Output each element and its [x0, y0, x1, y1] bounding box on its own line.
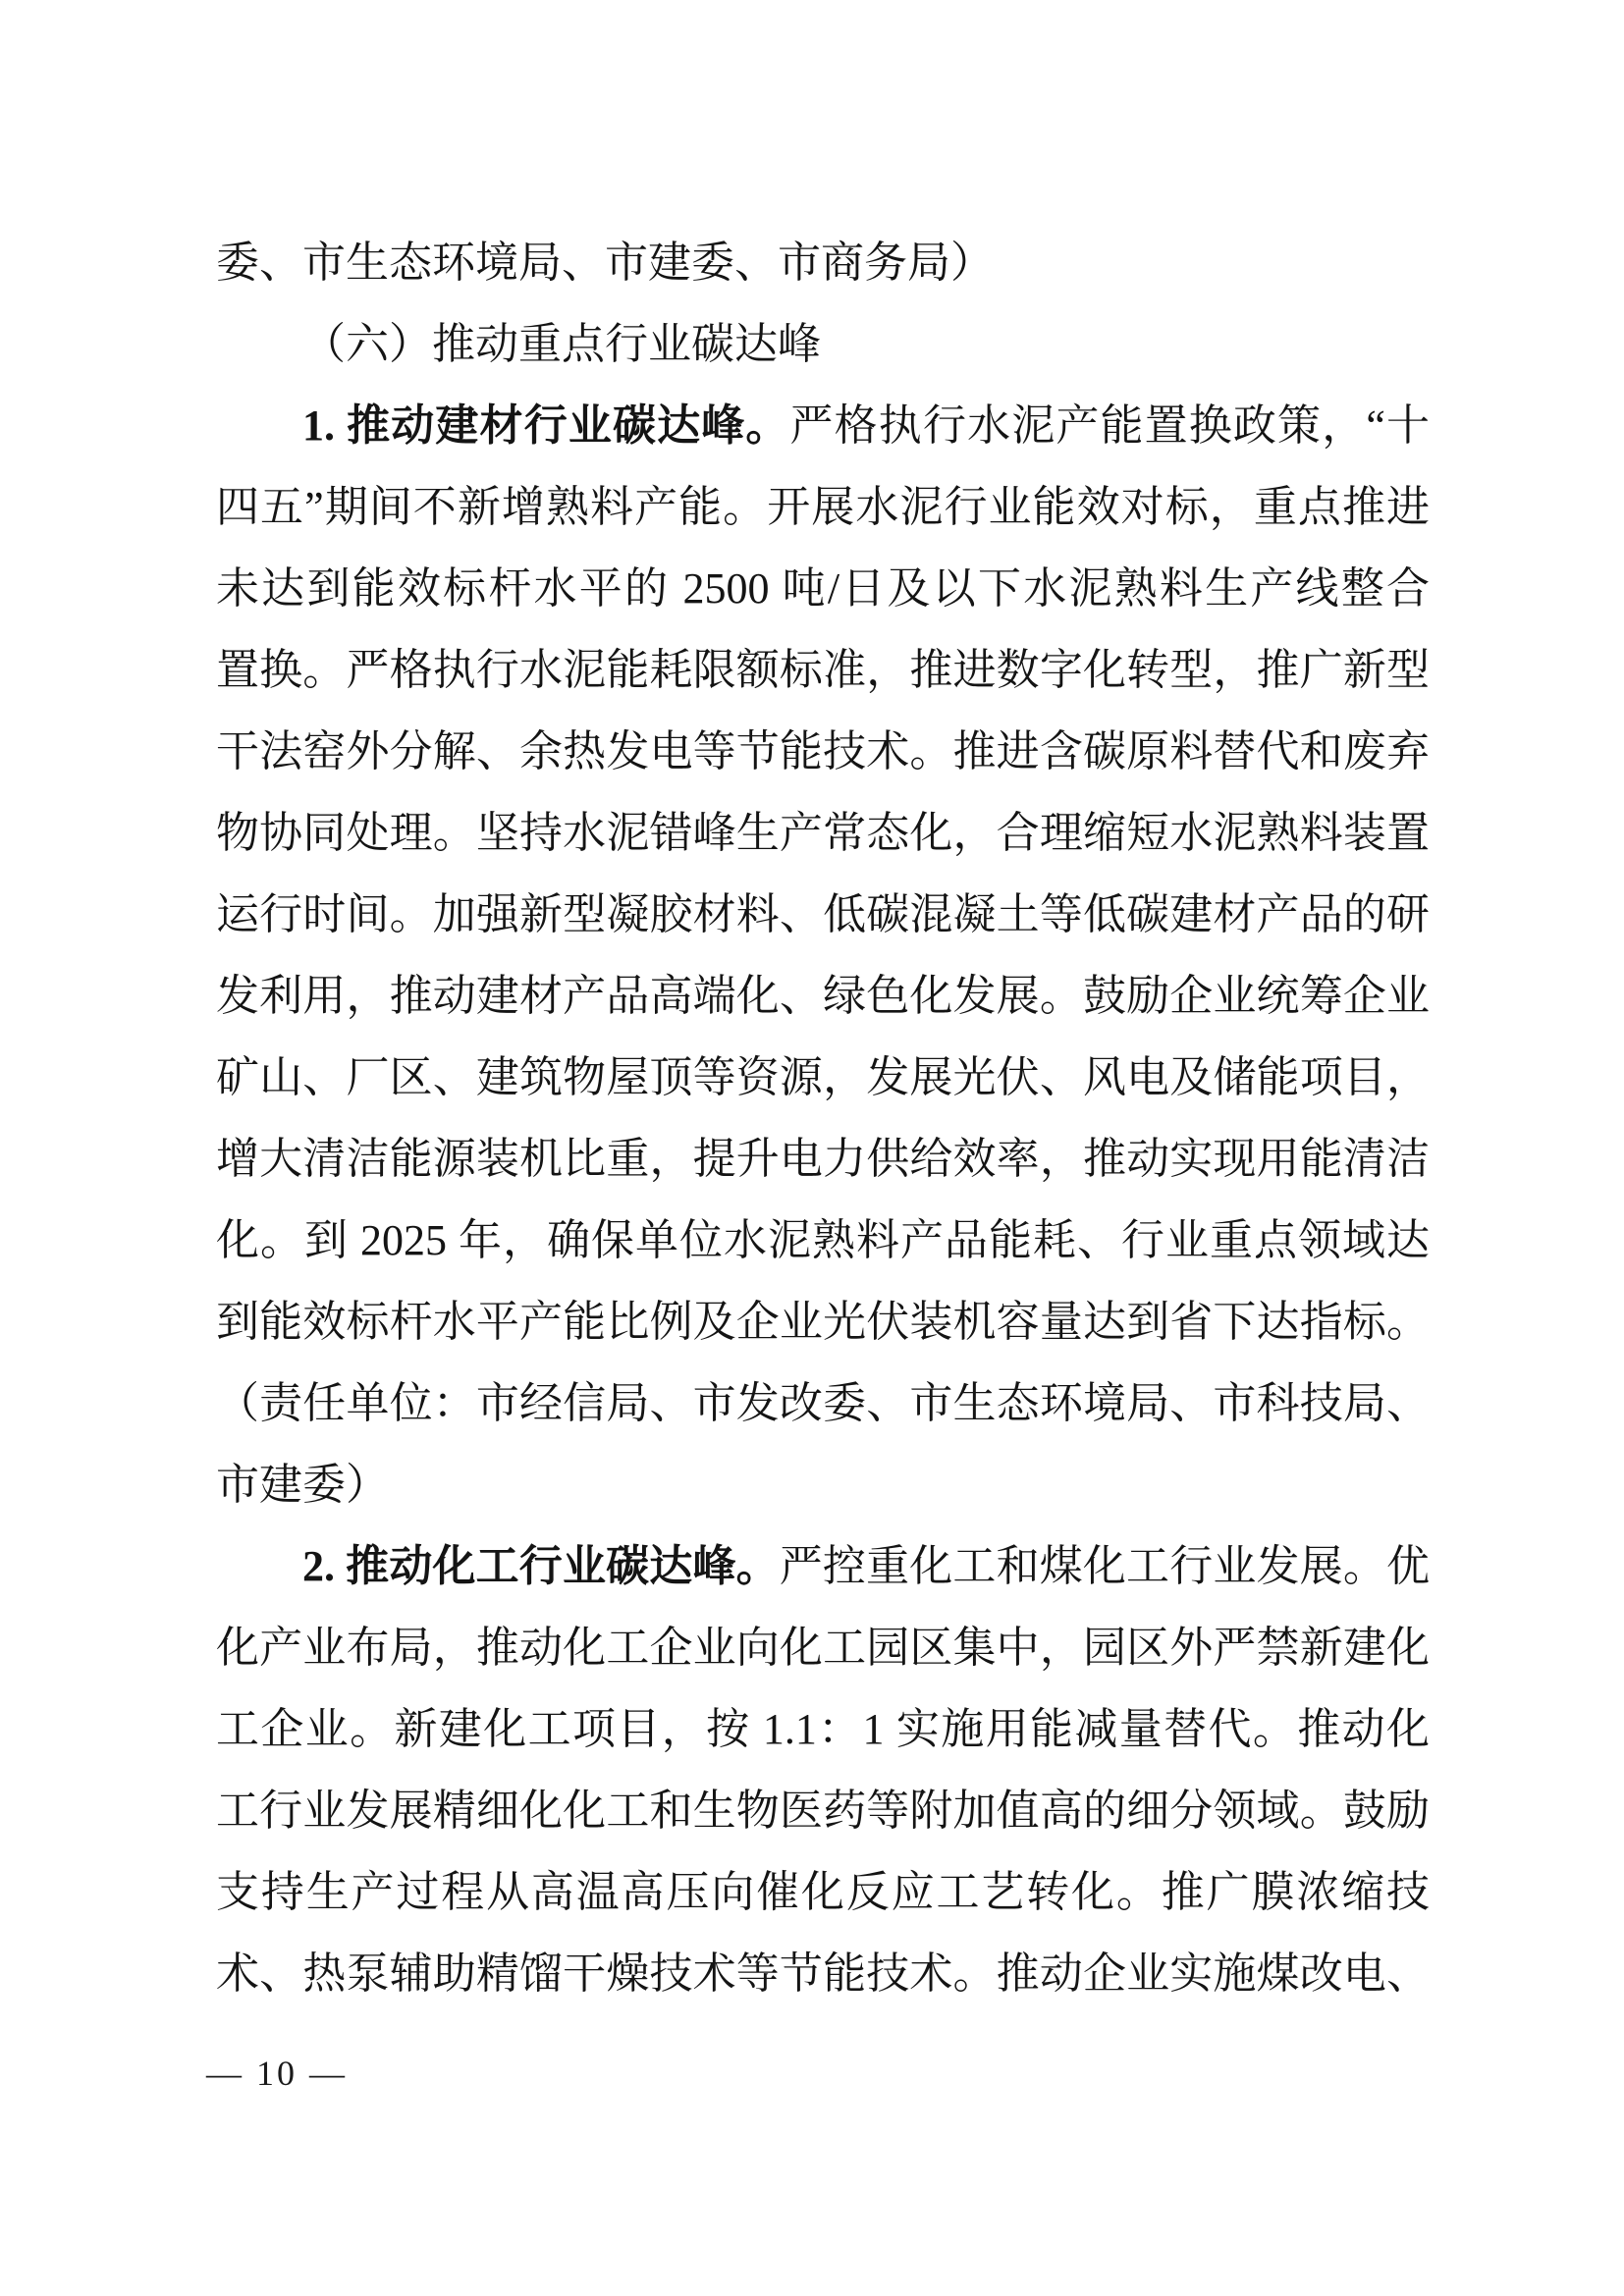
line-text: 化。到 2025 年，确保单位水泥熟料产品能耗、行业重点领域达: [216, 1216, 1430, 1264]
line-text: 化产业布局，推动化工企业向化工园区集中，园区外严禁新建化: [216, 1624, 1430, 1672]
line-text: （责任单位：市经信局、市发改委、市生态环境局、市科技局、: [216, 1379, 1430, 1427]
paragraph-lead-line: [216, 385, 1430, 466]
line-text: 四五”期间不新增熟料产能。开展水泥行业能效对标，重点推进: [216, 483, 1430, 531]
text-line: [216, 548, 1430, 629]
text-line: [216, 1037, 1430, 1118]
text-line: [216, 1200, 1430, 1281]
text-line: [216, 1770, 1430, 1851]
line-text: 工行业发展精细化化工和生物医药等附加值高的细分领域。鼓励: [216, 1787, 1430, 1835]
line-text: 术、热泵辅助精馏干燥技术等节能技术。推动企业实施煤改电、: [216, 1949, 1430, 1998]
text-line: [216, 1933, 1430, 2014]
line-text: 委、市生态环境局、市建委、市商务局）: [216, 239, 994, 287]
line-text: 运行时间。加强新型凝胶材料、低碳混凝土等低碳建材产品的研: [216, 890, 1430, 938]
clause-heading: 2. 推动化工行业碳达峰。: [302, 1542, 780, 1590]
document-body: [216, 222, 1430, 2014]
text-line: [216, 1281, 1430, 1362]
text-line: [216, 222, 1430, 303]
text-line: [216, 792, 1430, 874]
line-text: 严格执行水泥产能置换政策，“十: [789, 401, 1431, 450]
line-text: 支持生产过程从高温高压向催化反应工艺转化。推广膜浓缩技: [216, 1868, 1430, 1916]
line-text: 干法窑外分解、余热发电等节能技术。推进含碳原料替代和废弃: [216, 727, 1430, 775]
page-number: — 10 —: [206, 2054, 348, 2093]
text-line: [216, 466, 1430, 548]
text-line: [216, 1444, 1430, 1525]
line-text: 市建委）: [216, 1461, 389, 1509]
line-text: 置换。严格执行水泥能耗限额标准，推进数字化转型，推广新型: [216, 646, 1430, 694]
text-line: [216, 1851, 1430, 1933]
text-line: [216, 1362, 1430, 1444]
line-text: 工企业。新建化工项目，按 1.1：1 实施用能减量替代。推动化: [216, 1705, 1430, 1753]
text-line: [216, 1688, 1430, 1770]
line-text: 矿山、厂区、建筑物屋顶等资源，发展光伏、风电及储能项目，: [216, 1053, 1430, 1101]
text-line: [216, 1118, 1430, 1200]
line-text: 增大清洁能源装机比重，提升电力供给效率，推动实现用能清洁: [216, 1135, 1430, 1183]
line-text: （六）推动重点行业碳达峰: [302, 320, 821, 368]
text-line: [216, 629, 1430, 711]
clause-heading: 1. 推动建材行业碳达峰。: [302, 401, 790, 450]
line-text: 到能效标杆水平产能比例及企业光伏装机容量达到省下达指标。: [216, 1298, 1430, 1346]
text-line: [216, 955, 1430, 1037]
line-text: 严控重化工和煤化工行业发展。优: [779, 1542, 1431, 1590]
text-line: [216, 711, 1430, 792]
text-line: [216, 1607, 1430, 1688]
line-text: 发利用，推动建材产品高端化、绿色化发展。鼓励企业统筹企业: [216, 972, 1430, 1020]
text-line: [216, 303, 1430, 385]
line-text: 未达到能效标杆水平的 2500 吨/日及以下水泥熟料生产线整合: [216, 564, 1430, 613]
line-text: 物协同处理。坚持水泥错峰生产常态化，合理缩短水泥熟料装置: [216, 809, 1430, 857]
text-line: [216, 874, 1430, 955]
paragraph-lead-line: [216, 1525, 1430, 1607]
